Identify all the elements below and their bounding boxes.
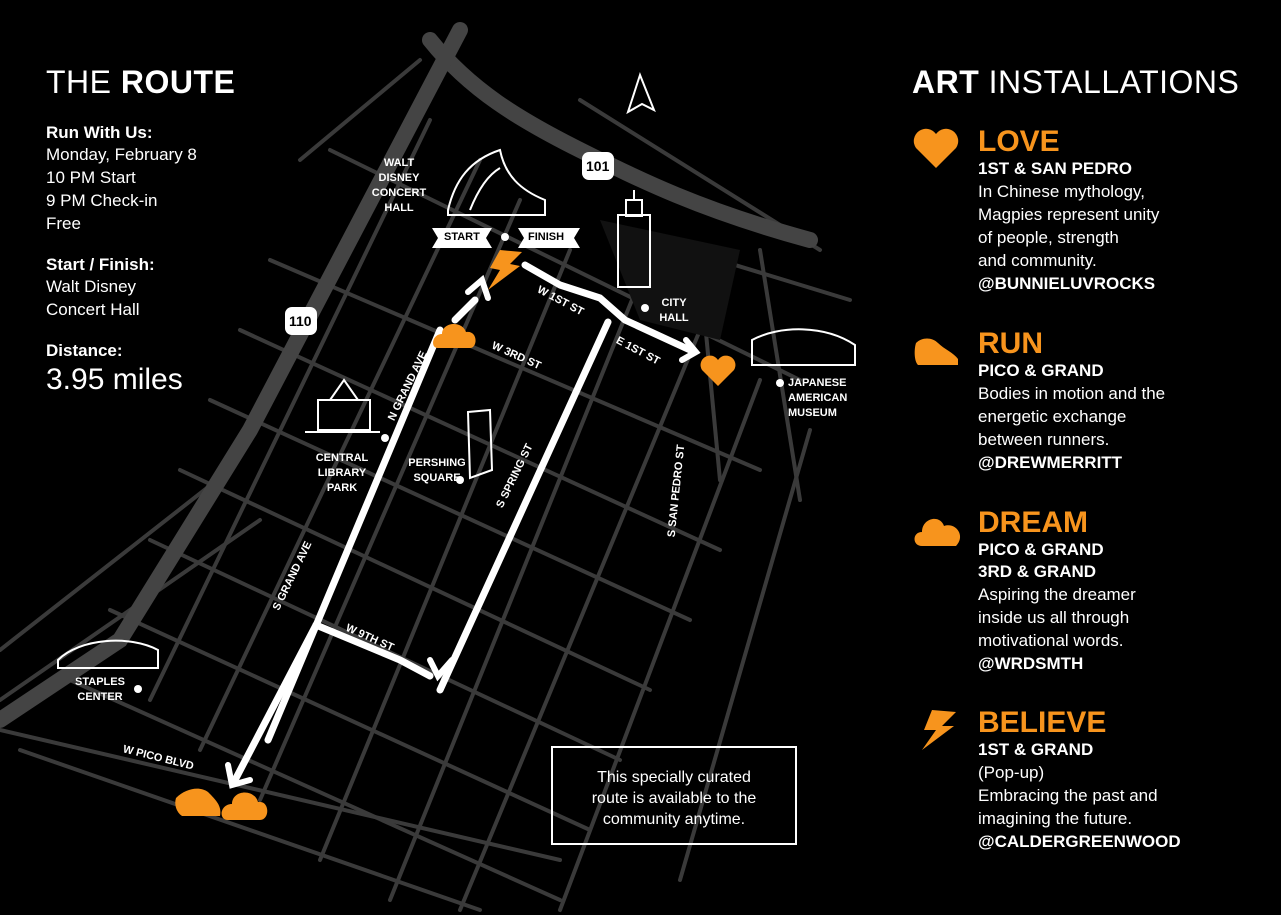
highway-101-label: 101 bbox=[586, 158, 610, 174]
finish-label: FINISH bbox=[528, 231, 565, 243]
japanese-museum-drawing bbox=[752, 329, 855, 365]
run-with-us-label: Run With Us: bbox=[46, 123, 153, 142]
distance-label: Distance: bbox=[46, 341, 123, 360]
artist-handle[interactable]: @DREWMERRITT bbox=[978, 453, 1123, 472]
art-installation-love: LOVE 1ST & SAN PEDRO In Chinese mythology, Magpies represent unity of people, strength and community. @BUNNIELUVROCKS bbox=[978, 126, 1268, 295]
pershing-label: PERSHING SQUARE bbox=[408, 457, 466, 484]
street-w1st: W 1ST ST bbox=[535, 283, 586, 319]
event-cost: Free bbox=[46, 214, 81, 233]
disney-label: WALT DISNEY CONCERT HALL bbox=[371, 157, 427, 214]
library-label: CENTRAL LIBRARY PARK bbox=[315, 452, 369, 494]
street-w9th: W 9TH ST bbox=[343, 622, 396, 654]
north-arrow-icon bbox=[628, 75, 654, 112]
checkin-time: 9 PM Check-in bbox=[46, 191, 158, 210]
venue-line-1: Walt Disney bbox=[46, 277, 137, 296]
art-installation-dream: DREAM PICO & GRAND 3RD & GRAND Aspiring the dreamer inside us all through motivational words. @WRDSMTH bbox=[978, 507, 1268, 675]
map-lightning-icon bbox=[488, 250, 522, 290]
street-s-grand: S GRAND AVE bbox=[270, 539, 315, 613]
lightning-icon bbox=[918, 710, 958, 750]
street-w3rd: W 3RD ST bbox=[489, 339, 543, 373]
community-note: This specially curated route is available to the community anytime. bbox=[551, 746, 797, 845]
map-heart-icon bbox=[701, 356, 736, 386]
start-label: START bbox=[444, 231, 480, 243]
art-installation-believe: BELIEVE 1ST & GRAND (Pop-up) Embracing the past and imagining the future. @CALDERGREENWOOD bbox=[978, 707, 1268, 853]
street-s-spring: S SPRING ST bbox=[494, 442, 536, 510]
venue-line-2: Concert Hall bbox=[46, 300, 140, 319]
artist-handle[interactable]: @BUNNIELUVROCKS bbox=[978, 274, 1156, 293]
street-e1st: E 1ST ST bbox=[613, 334, 662, 368]
art-title: ART INSTALLATIONS bbox=[912, 64, 1240, 100]
artist-handle[interactable]: @WRDSMTH bbox=[978, 654, 1084, 673]
artist-handle[interactable]: @CALDERGREENWOOD bbox=[978, 832, 1181, 851]
route-title: THE ROUTE bbox=[46, 64, 236, 100]
street-n-grand: N GRAND AVE bbox=[385, 349, 430, 423]
street-s-san-pedro: S SAN PEDRO ST bbox=[665, 444, 688, 538]
japanese-museum-label: JAPANESE AMERICAN MUSEUM bbox=[788, 377, 848, 419]
highway-110-label: 110 bbox=[289, 313, 312, 329]
start-time: 10 PM Start bbox=[46, 168, 136, 187]
distance-value: 3.95 miles bbox=[46, 363, 183, 396]
staples-label: STAPLES CENTER bbox=[75, 676, 125, 703]
art-installation-run: RUN PICO & GRAND Bodies in motion and the energetic exchange between runners. @DREWMERRITT bbox=[978, 328, 1268, 474]
cloud-icon bbox=[912, 510, 966, 548]
event-date: Monday, February 8 bbox=[46, 145, 197, 164]
start-finish-label: Start / Finish: bbox=[46, 255, 155, 274]
street-w-pico: W PICO BLVD bbox=[121, 743, 195, 773]
disney-hall-drawing bbox=[448, 150, 545, 215]
city-hall-label: CITY HALL bbox=[659, 297, 689, 324]
heart-icon bbox=[912, 128, 960, 170]
route-info-panel bbox=[46, 64, 286, 397]
map-shoe-icon bbox=[175, 789, 220, 816]
shoe-icon bbox=[912, 333, 962, 369]
